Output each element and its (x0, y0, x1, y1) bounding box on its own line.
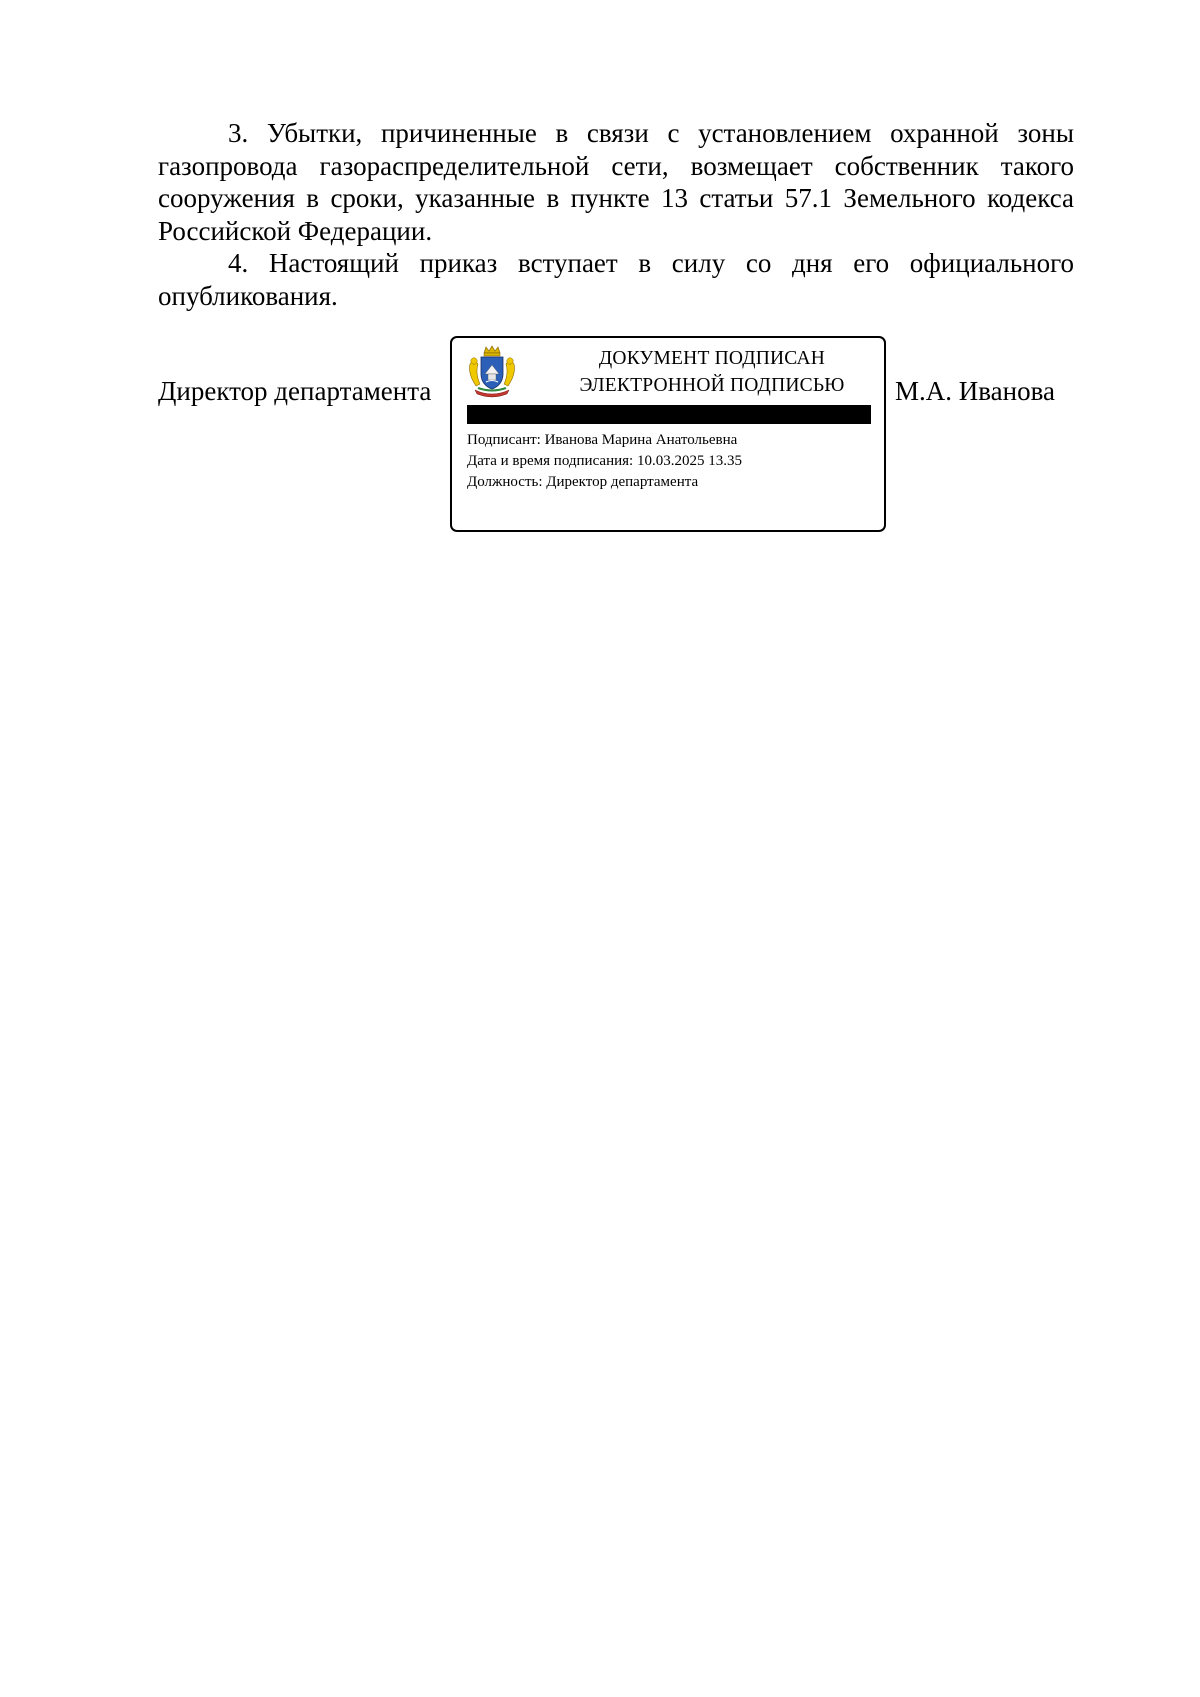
stamp-details (467, 430, 742, 493)
stamp-signed-at: Дата и время подписания: 10.03.2025 13.35 (467, 453, 742, 469)
stamp-title (562, 345, 862, 399)
signatory-position: Директор департамента (158, 376, 432, 406)
coat-of-arms-icon (466, 344, 518, 398)
paragraph-4: 4. Настоящий приказ вступает в силу со дня его официального опубликования. (158, 248, 1074, 311)
redacted-certificate-bar (467, 405, 871, 424)
electronic-signature-stamp (450, 336, 886, 532)
stamp-title-line-2: ЭЛЕКТРОННОЙ ПОДПИСЬЮ (579, 375, 845, 396)
paragraph-3: 3. Убытки, причиненные в связи с установлением охранной зоны газопровода газораспределительной сети, возмещает собственник такого сооружения в сроки, указанные в пункте 13 статьи 57.1 Земельного кодекса Российской Федерации. (158, 118, 1074, 246)
stamp-signer: Подписант: Иванова Марина Анатольевна (467, 432, 738, 448)
stamp-position: Должность: Директор департамента (467, 474, 699, 490)
stamp-title-line-1: ДОКУМЕНТ ПОДПИСАН (598, 348, 826, 369)
signatory-name: М.А. Иванова (895, 376, 1055, 406)
